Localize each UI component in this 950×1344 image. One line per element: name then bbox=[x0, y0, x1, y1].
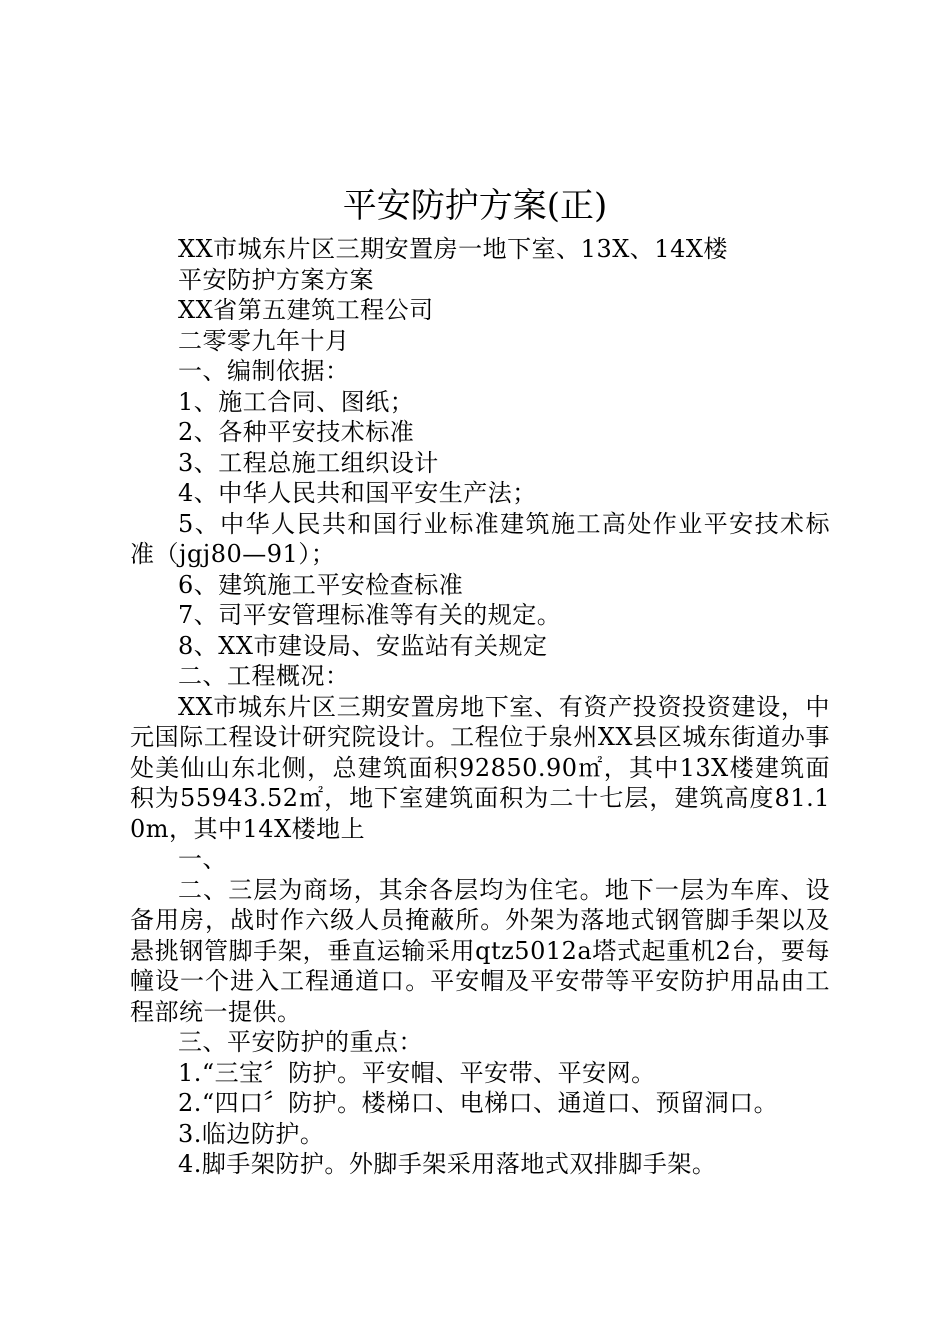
section-heading-overview: 二、工程概况： bbox=[178, 662, 350, 690]
paragraph-date: 二零零九年十月 bbox=[178, 326, 350, 355]
list-item: 3.临边防护。 bbox=[178, 1119, 325, 1148]
paragraph-project-name: XX市城东片区三期安置房一地下室、13X、14X楼 bbox=[178, 235, 728, 263]
document-body bbox=[130, 234, 830, 1180]
list-item: 1、施工合同、图纸； bbox=[178, 387, 415, 416]
list-item: 4.脚手架防护。外脚手架采用落地式双排脚手架。 bbox=[178, 1150, 717, 1178]
list-item: 1.“三宝〞防护。平安帽、平安带、平安网。 bbox=[178, 1058, 656, 1087]
paragraph-plan-title: 平安防护方案方案 bbox=[178, 265, 374, 294]
paragraph-overview: XX市城东片区三期安置房地下室、有资产投资投资建设，中元国际工程设计研究院设计。工程位于泉州XX县区城东街道办事处美仙山东北侧，总建筑面积92850.90㎡，其中13X楼建筑面积为55943.52㎡，地下室建筑面积为二十七层，建筑高度81.10m，其中14X楼地上 bbox=[130, 692, 830, 843]
paragraph-overview-continued: 二、三层为商场，其余各层均为住宅。地下一层为车库、设备用房，战时作六级人员掩蔽所。外架为落地式钢管脚手架以及悬挑钢管脚手架，垂直运输采用qtz5012a塔式起重机2台，要每幢设一个进入工程通道口。平安帽及平安带等平安防护用品由工程部统一提供。 bbox=[130, 875, 830, 1026]
list-item: 4、中华人民共和国平安生产法； bbox=[178, 479, 537, 507]
list-item: 7、司平安管理标准等有关的规定。 bbox=[178, 601, 562, 629]
list-item: 3、工程总施工组织设计 bbox=[178, 448, 439, 477]
section-heading-key-points: 三、平安防护的重点： bbox=[178, 1028, 423, 1056]
list-item: 2.“四口〞防护。楼梯口、电梯口、通道口、预留洞口。 bbox=[178, 1089, 779, 1117]
list-item: 2、各种平安技术标准 bbox=[178, 418, 415, 446]
document-title: 平安防护方案(正) bbox=[342, 186, 608, 226]
section-heading-basis: 一、编制依据： bbox=[178, 357, 350, 385]
paragraph-company: XX省第五建筑工程公司 bbox=[178, 296, 434, 324]
paragraph-fragment: 一、 bbox=[178, 845, 227, 873]
list-item: 8、XX市建设局、安监站有关规定 bbox=[178, 631, 548, 660]
list-item: 6、建筑施工平安检查标准 bbox=[178, 570, 464, 599]
list-item: 5、中华人民共和国行业标准建筑施工高处作业平安技术标准（jgj80—91）； bbox=[130, 509, 830, 568]
